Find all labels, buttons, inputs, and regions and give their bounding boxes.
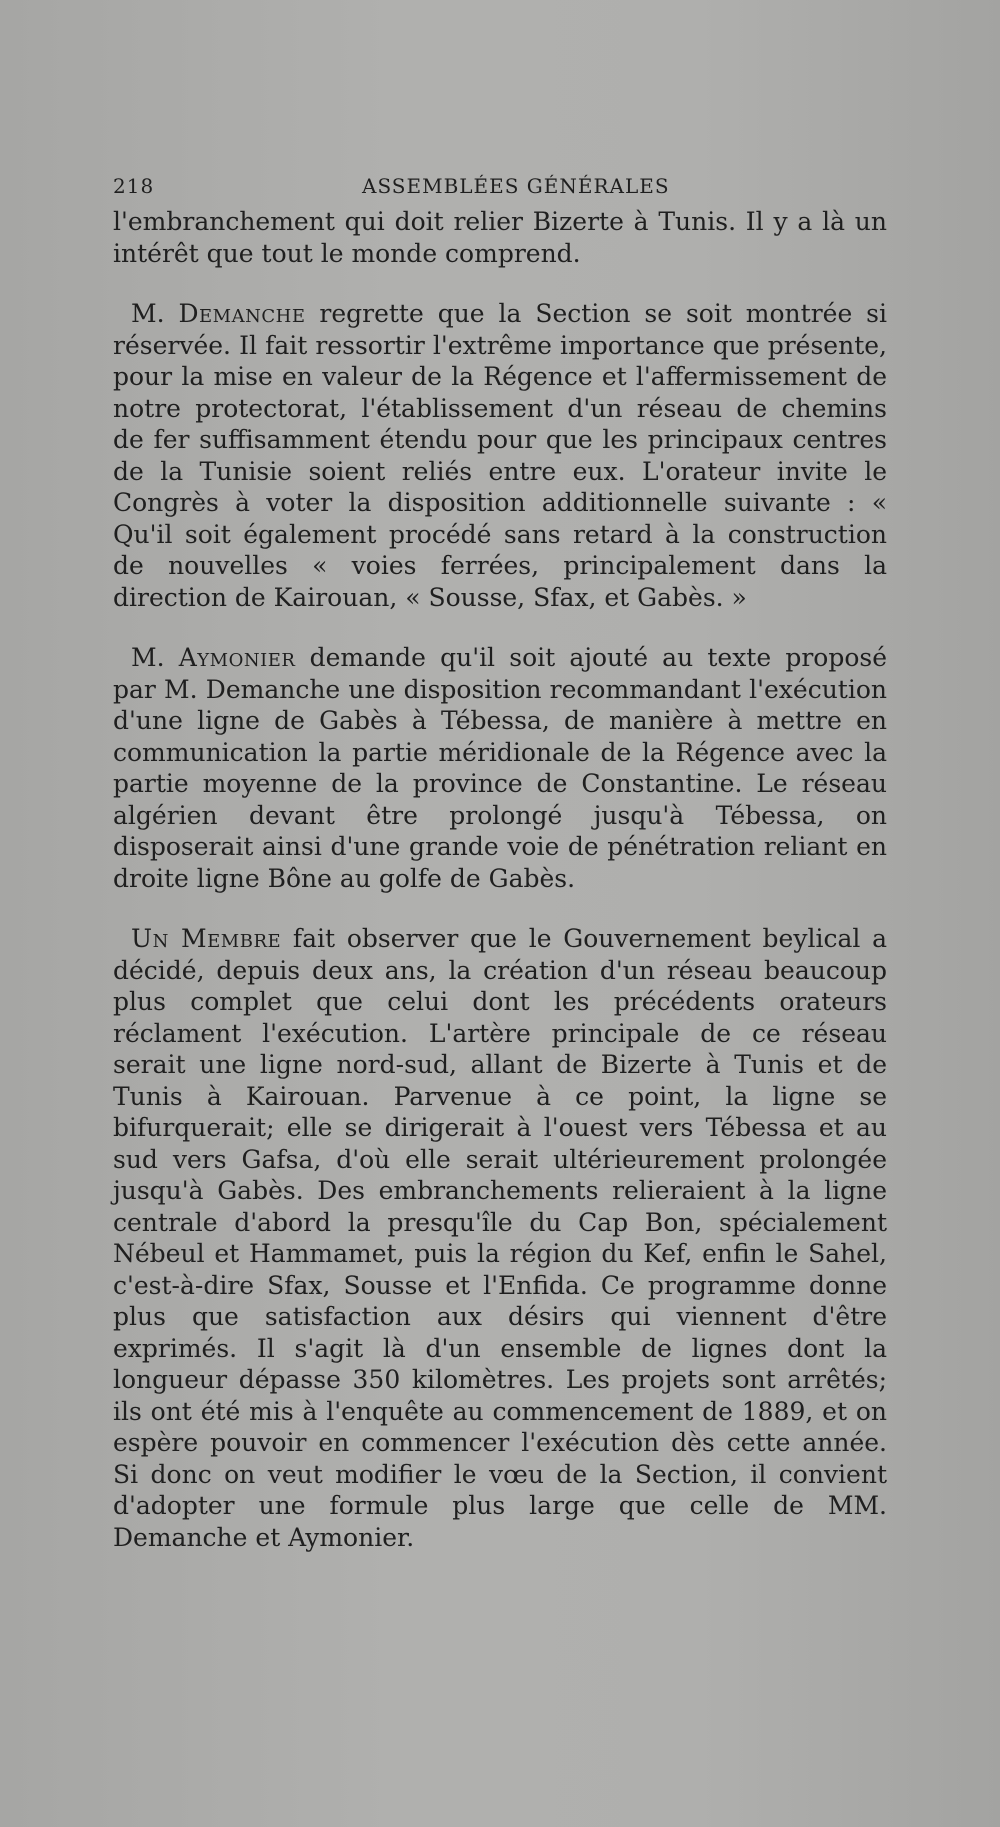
speaker-prefix: M.	[131, 643, 179, 672]
speaker-prefix: M.	[131, 299, 179, 328]
paragraph-gap	[113, 269, 887, 298]
paragraph-continuation	[113, 206, 887, 269]
paragraph-text: l'embranchement qui doit relier Bizerte à Tunis. Il y a là un intérêt que tout le monde comprend.	[113, 207, 887, 268]
running-title: ASSEMBLÉES GÉNÉRALES	[362, 174, 670, 198]
speaker-name: Un Membre	[131, 924, 282, 953]
paragraph-aymonier	[113, 642, 887, 894]
paragraph-text: fait observer que le Gouvernement beylical a décidé, depuis deux ans, la création d'un réseau beaucoup plus complet que celui dont les précédents orateurs réclament l'exécution. L'artère principale de ce réseau serait une ligne nord-sud, allant de Bizerte à Tunis et de Tunis à Kairouan. Parvenue à ce point, la ligne se bifurquerait; elle se dirigerait à l'ouest vers Tébessa et au sud vers Gafsa, d'où elle serait ultérieurement prolongée jusqu'à Gabès. Des embranchements relieraient à la ligne centrale d'abord la presqu'île du Cap Bon, spécialement Nébeul et Hammamet, puis la région du Kef, enfin le Sahel, c'est-à-dire Sfax, Sousse et l'Enfida. Ce programme donne plus que satisfaction aux désirs qui viennent d'être exprimés. Il s'agit là d'un ensemble de lignes dont la longueur dépasse 350 kilomètres. Les projets sont arrêtés; ils ont été mis à l'enquête au commencement de 1889, et on espère pouvoir en commencer l'exécution dès cette année. Si donc on veut modifier le vœu de la Section, il convient d'adopter une formule plus large que celle de MM. Demanche et Aymonier.	[113, 924, 887, 1552]
paragraph-text: regrette que la Section se soit montrée si réservée. Il fait ressortir l'extrême importance que présente, pour la mise en valeur de la Régence et l'affermissement de notre protectorat, l'établissement d'un réseau de chemins de fer suffisamment étendu pour que les principaux centres de la Tunisie soient reliés entre eux. L'orateur invite le Congrès à voter la disposition additionnelle suivante : « Qu'il soit également procédé sans retard à la construction de nouvelles « voies ferrées, principalement dans la direction de Kairouan, « Sousse, Sfax, et Gabès. »	[113, 299, 887, 612]
paragraph-un-membre	[113, 923, 887, 1553]
paragraph-gap	[113, 894, 887, 923]
paragraph-demanche	[113, 298, 887, 613]
page-number: 218	[113, 174, 155, 198]
speaker-name: Demanche	[178, 299, 306, 328]
speaker-name: Aymonier	[178, 643, 296, 672]
paragraph-text: demande qu'il soit ajouté au texte proposé par M. Demanche une disposition recommandant l'exécution d'une ligne de Gabès à Tébessa, de manière à mettre en communication la partie méridionale de la Régence avec la partie moyenne de la province de Constantine. Le réseau algérien devant être prolongé jusqu'à Tébessa, on disposerait ainsi d'une grande voie de pénétration reliant en droite ligne Bône au golfe de Gabès.	[113, 643, 887, 893]
paragraph-gap	[113, 613, 887, 642]
running-head	[113, 174, 887, 204]
page-content	[113, 174, 887, 1553]
